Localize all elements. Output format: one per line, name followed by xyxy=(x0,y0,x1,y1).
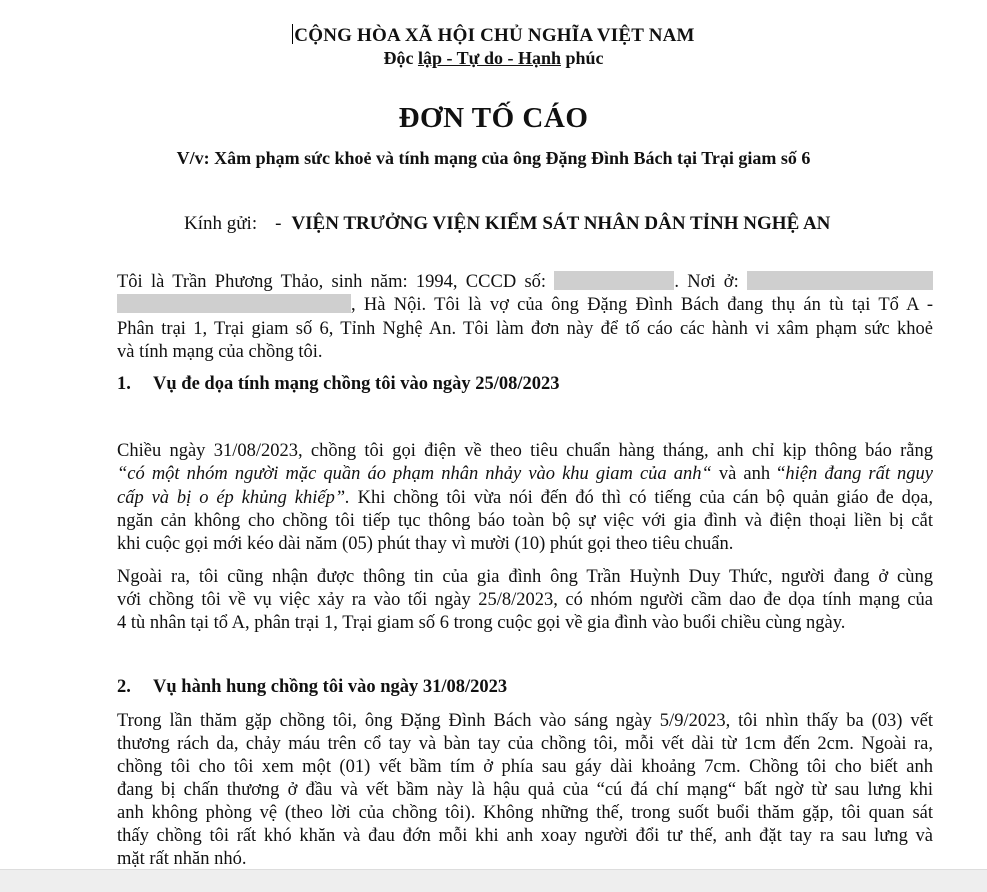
intro-line-1: Tôi là Trần Phương Thảo, sinh năm: 1994, CCCD số: . Nơi ở: xyxy=(117,271,933,293)
national-motto: Độc lập - Tự do - Hạnh phúc xyxy=(383,48,604,68)
intro-line-3: Phân trại 1, Trại giam số 6, Tỉnh Nghệ An. Tôi làm đơn này để tố cáo các hành vi xâm phạm sức khoẻ xyxy=(117,319,933,339)
section-1-heading: 1. Vụ đe dọa tính mạng chồng tôi vào ngày 25/08/2023 xyxy=(117,374,560,394)
s2-p1-line-4: đang bị chấn thương ở đầu và vết bầm này là hậu quả của “cú đá chí mạng“ bất ngờ từ sau lưng khi xyxy=(117,780,933,800)
document-subject: V/v: Xâm phạm sức khoẻ và tính mạng của ông Đặng Đình Bách tại Trại giam số 6 xyxy=(176,148,811,168)
s1-p1-line-2: “có một nhóm người mặc quần áo phạm nhân nhảy vào khu giam của anh“ và anh “hiện đang rất nguy xyxy=(117,464,934,484)
s1-p1-line-1: Chiều ngày 31/08/2023, chồng tôi gọi điện về theo tiêu chuẩn hàng tháng, anh chỉ kịp thông báo rằng xyxy=(117,441,933,461)
s1-p2-line-3: 4 tù nhân tại tổ A, phân trại 1, Trại giam số 6 trong cuộc gọi về gia đình vào buổi chiều cùng ngày. xyxy=(117,613,846,633)
s2-p1-line-5: anh không phòng vệ (theo lời của chồng tôi). Không những thế, trong suốt buổi thăm gặp, tôi quan sát xyxy=(117,803,933,823)
redaction-address-cont xyxy=(117,294,351,313)
s1-p1-line-5: khi cuộc gọi mới kéo dài năm (05) phút thay vì mười (10) phút gọi theo tiêu chuẩn. xyxy=(117,534,734,554)
s1-p1-line-4: ngăn cản không cho chồng tôi tiếp tục thông báo toàn bộ sự việc với gia đình và điện thoại liền bị cắt xyxy=(117,511,933,531)
redaction-address xyxy=(747,271,933,290)
redaction-cccd xyxy=(554,271,674,290)
intro-line-2: , Hà Nội. Tôi là vợ của ông Đặng Đình Bách đang thụ án tù tại Tổ A - xyxy=(117,294,933,316)
recipient-name: VIỆN TRƯỞNG VIỆN KIỂM SÁT NHÂN DÂN TỈNH NGHỆ AN xyxy=(291,213,831,234)
s2-p1-line-1: Trong lần thăm gặp chồng tôi, ông Đặng Đình Bách vào sáng ngày 5/9/2023, tôi nhìn thấy ba (03) vết xyxy=(117,711,933,731)
recipient-line: Kính gửi: - VIỆN TRƯỞNG VIỆN KIỂM SÁT NHÂN DÂN TỈNH NGHỆ AN xyxy=(184,213,831,234)
intro-line-4: và tính mạng của chồng tôi. xyxy=(117,342,323,362)
section-2-heading: 2. Vụ hành hung chồng tôi vào ngày 31/08/2023 xyxy=(117,677,508,697)
window-bottom-bar xyxy=(0,869,987,892)
s1-p2-line-2: với chồng tôi về vụ việc xảy ra vào tối ngày 25/8/2023, có nhóm người cầm dao đe dọa tính mạng của xyxy=(117,590,933,610)
s1-p1-line-3: cấp và bị o ép khủng khiếp”. Khi chồng tôi vừa nói đến đó thì có tiếng của cán bộ quản giáo đe dọa, xyxy=(117,488,933,508)
document-title: ĐƠN TỐ CÁO xyxy=(398,102,589,134)
s1-p2-line-1: Ngoài ra, tôi cũng nhận được thông tin của gia đình ông Trần Huỳnh Duy Thức, người đang ở cùng xyxy=(117,567,933,587)
s2-p1-line-7: mặt rất nhăn nhó. xyxy=(117,849,247,869)
s2-p1-line-3: chồng tôi cho tôi xem một (01) vết bầm tím ở phía sau gáy dài khoảng 7cm. Chồng tôi cho biết anh xyxy=(117,757,933,777)
s2-p1-line-6: thấy chồng tôi rất khó khăn và đau đớn mỗi khi anh xoay người đổi tư thế, anh đặt tay ra sau lưng và xyxy=(117,826,933,846)
national-title: CỘNG HÒA XÃ HỘI CHỦ NGHĨA VIỆT NAM xyxy=(294,25,695,46)
s2-p1-line-2: thương rách da, chảy máu trên cổ tay và bàn tay của chồng tôi, mỗi vết dài từ 1cm đến 2cm. Ngoài ra, xyxy=(117,734,933,754)
